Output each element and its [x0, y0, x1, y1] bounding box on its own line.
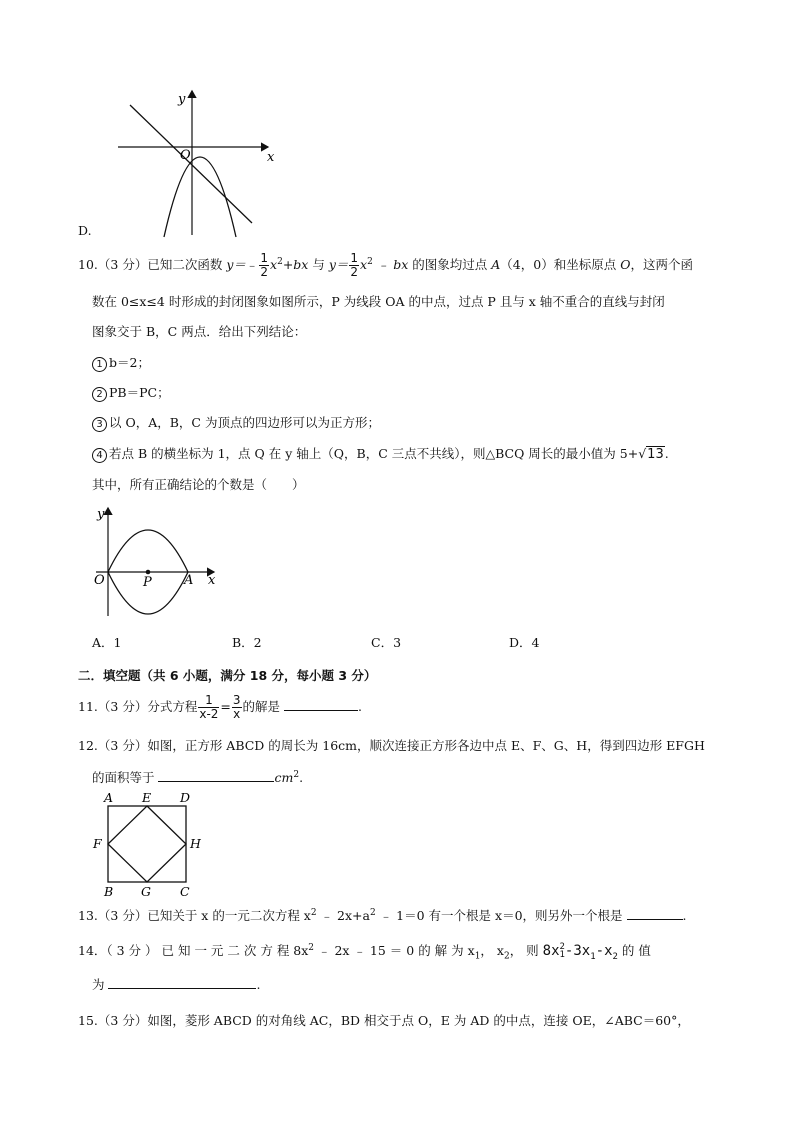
q14-line1: 14．（ 3 分 ） 已 知 一 元 二 次 方 程 $8x^2$ ﹣ 2x ﹣ 15 ＝ 0 的 解 为 $x_1$， $x_2$， 则 8x 2 1 $-3x_1-x_2$ 的 值	[78, 942, 651, 962]
q12-label-d: D	[180, 790, 191, 805]
q14-line2: 为 .	[92, 977, 261, 992]
q12-label-c: C	[180, 884, 190, 899]
q11-answer-blank[interactable]	[284, 698, 358, 711]
q10-line1: 10.（3 分）已知二次函数 y＝﹣ $\frac{1}{2}$ $x^2+bx$ 与 y＝ $\frac{1}{2}$ $x^2$ ﹣ bx 的图象均过点 A（4，0）和坐标原点 O，这两个函	[78, 251, 693, 279]
q10-line2: 数在 0≤x≤4 时形成的封闭图象如图所示，P 为线段 OA 的中点，过点 P 且与 x 轴不重合的直线与封闭	[92, 294, 665, 309]
q12-label-b: B	[104, 884, 114, 899]
q10-option-b: B．2	[232, 635, 262, 650]
q10-option-a: A．1	[92, 635, 122, 650]
q12-label-h: H	[190, 836, 201, 851]
q9-x-label: x	[267, 150, 275, 165]
section-2-heading: 二．填空题（共 6 小题，满分 18 分，每小题 3 分）	[78, 668, 377, 683]
q13-line: 13.（3 分）已知关于 x 的一元二次方程 $x^2$ ﹣ $2x+a^2$ ﹣ 1＝0 有一个根是 x＝0，则另外一个根是 .	[78, 908, 687, 924]
q14-answer-blank[interactable]	[108, 976, 256, 989]
q9-o-label: O	[180, 148, 191, 163]
q12-label-g: G	[141, 884, 151, 899]
q12-line1: 12.（3 分）如图，正方形 ABCD 的周长为 16cm，顺次连接正方形各边中点 E、F、G、H，得到四边形 EFGH	[78, 738, 705, 753]
q10-conclusion-4: 4 若点 B 的横坐标为 1，点 Q 在 y 轴上（Q，B，C 三点不共线），则△BCQ 周长的最小值为 5+√13.	[92, 445, 669, 464]
q10-x-label: x	[208, 573, 216, 588]
q12-label-e: E	[142, 790, 152, 805]
q12-square-abcd	[108, 806, 186, 882]
q12-answer-blank[interactable]	[158, 769, 274, 782]
q10-option-d: D．4	[509, 635, 540, 650]
q10-point-p	[146, 570, 151, 575]
q12-label-f: F	[93, 836, 102, 851]
q10-y-label: y	[97, 507, 105, 522]
q12-square-efgh	[108, 806, 186, 882]
q9-option-d-label: D.	[78, 223, 92, 238]
q10-conclusion-1: 1 b＝2；	[92, 354, 150, 372]
q10-conclusion-3: 3 以 O，A，B，C 为顶点的四边形可以为正方形；	[92, 414, 380, 432]
q10-line3: 图象交于 B，C 两点．给出下列结论：	[92, 324, 307, 339]
q15-line: 15.（3 分）如图，菱形 ABCD 的对角线 AC，BD 相交于点 O，E 为 AD 的中点，连接 OE，∠ABC＝60°，	[78, 1013, 690, 1028]
q12-figure	[90, 790, 220, 900]
q9-graph	[110, 85, 285, 245]
q12-label-a: A	[104, 790, 114, 805]
q10-conclusion-2: 2 PB＝PC；	[92, 384, 170, 402]
q12-line2: 的面积等于 $cm^2$.	[92, 770, 304, 786]
q9-y-label: y	[178, 92, 186, 107]
q10-question: 其中，所有正确结论的个数是（ ）	[92, 477, 305, 492]
q10-o-label: O	[94, 573, 105, 588]
q10-graph	[88, 500, 228, 620]
q9-line	[130, 105, 252, 223]
q10-upper-curve	[108, 530, 188, 572]
q11-line: 11.（3 分）分式方程 $\frac{1}{x-2}$ = $\frac{3}{x}$ 的解是 .	[78, 693, 363, 721]
q10-a-label: A	[184, 573, 194, 588]
q10-p-label: P	[143, 575, 152, 590]
q9-parabola	[164, 157, 236, 237]
q10-option-c: C．3	[371, 635, 402, 650]
q13-answer-blank[interactable]	[627, 907, 683, 920]
